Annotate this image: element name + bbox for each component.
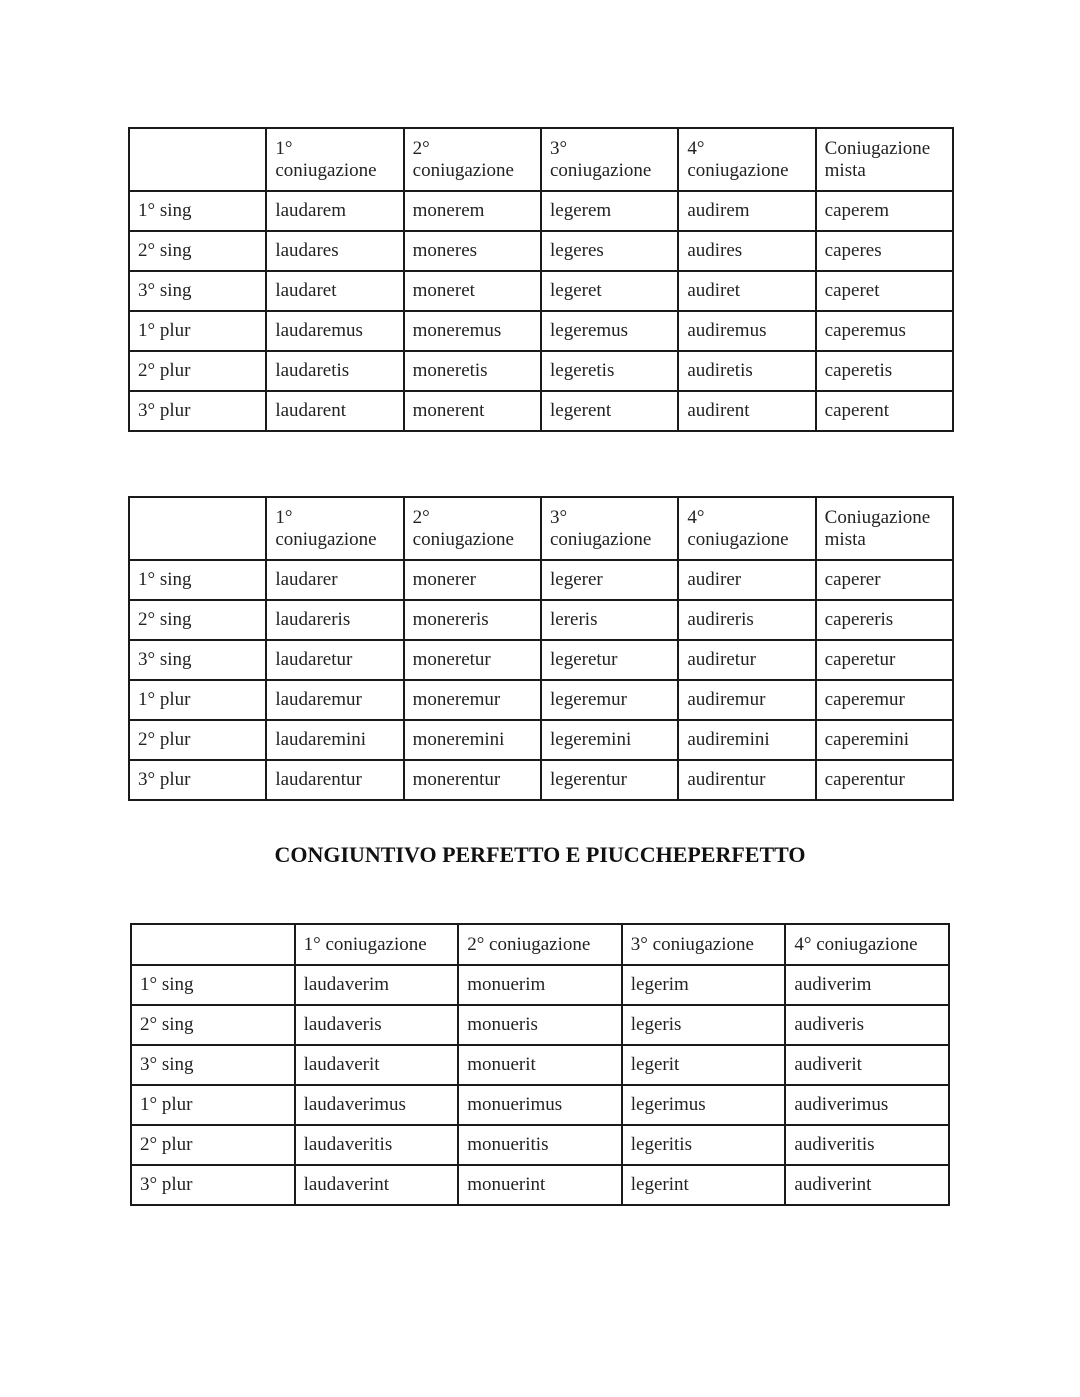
header-cell: 3° coniugazione: [622, 924, 786, 965]
table-cell: laudaveris: [295, 1005, 459, 1045]
table-cell: moneremur: [404, 680, 541, 720]
table-cell: legerent: [541, 391, 678, 431]
person-cell: 1° plur: [131, 1085, 295, 1125]
table-cell: legeremus: [541, 311, 678, 351]
table-cell: audiverimus: [785, 1085, 949, 1125]
conjugation-table-passive: [128, 496, 954, 801]
table-cell: caperemus: [816, 311, 953, 351]
table-cell: caperetis: [816, 351, 953, 391]
table-cell: monerentur: [404, 760, 541, 800]
table-cell: audiveris: [785, 1005, 949, 1045]
table-cell: lereris: [541, 600, 678, 640]
table-row: [131, 1005, 949, 1045]
header-cell-empty: [131, 924, 295, 965]
header-cell: Coniugazione mista: [816, 128, 953, 191]
table-cell: audiretis: [678, 351, 815, 391]
table-row: [129, 391, 953, 431]
table-cell: caperet: [816, 271, 953, 311]
table-cell: laudaretis: [266, 351, 403, 391]
header-cell: 1° coniugazione: [266, 128, 403, 191]
header-cell: 1° coniugazione: [266, 497, 403, 560]
person-cell: 2° plur: [129, 351, 266, 391]
table-cell: monerent: [404, 391, 541, 431]
table-cell: laudaremini: [266, 720, 403, 760]
table-row: [131, 1165, 949, 1205]
table-cell: caperetur: [816, 640, 953, 680]
conjugation-table-perfect: [130, 923, 950, 1206]
table-cell: audiremus: [678, 311, 815, 351]
table-cell: legeretur: [541, 640, 678, 680]
table-cell: audirentur: [678, 760, 815, 800]
header-cell: 2° coniugazione: [404, 128, 541, 191]
table-row: [129, 680, 953, 720]
header-cell: 3° coniugazione: [541, 497, 678, 560]
table-cell: laudaverimus: [295, 1085, 459, 1125]
header-cell: 1° coniugazione: [295, 924, 459, 965]
table-cell: caperemini: [816, 720, 953, 760]
person-cell: 1° sing: [129, 560, 266, 600]
table-cell: caperer: [816, 560, 953, 600]
table-cell: moneret: [404, 271, 541, 311]
table-cell: monueris: [458, 1005, 622, 1045]
table-cell: legerentur: [541, 760, 678, 800]
table-row: [129, 191, 953, 231]
table-header-row: [129, 497, 953, 560]
table-cell: caperem: [816, 191, 953, 231]
table-row: [129, 640, 953, 680]
table-cell: laudaremur: [266, 680, 403, 720]
table-cell: laudares: [266, 231, 403, 271]
table-cell: monuerint: [458, 1165, 622, 1205]
conjugation-table-active: [128, 127, 954, 432]
person-cell: 3° sing: [129, 271, 266, 311]
table-cell: audiret: [678, 271, 815, 311]
table-row: [129, 271, 953, 311]
table-cell: monereris: [404, 600, 541, 640]
table-cell: moneremini: [404, 720, 541, 760]
person-cell: 3° plur: [129, 391, 266, 431]
table-cell: moneres: [404, 231, 541, 271]
table-cell: legerint: [622, 1165, 786, 1205]
table-cell: audirer: [678, 560, 815, 600]
table-cell: laudaremus: [266, 311, 403, 351]
header-cell: 4° coniugazione: [785, 924, 949, 965]
table-cell: audiretur: [678, 640, 815, 680]
table-cell: laudaverim: [295, 965, 459, 1005]
table-cell: laudareris: [266, 600, 403, 640]
person-cell: 2° sing: [131, 1005, 295, 1045]
table-row: [129, 760, 953, 800]
table-cell: laudaveritis: [295, 1125, 459, 1165]
table-cell: laudarer: [266, 560, 403, 600]
table-cell: monerer: [404, 560, 541, 600]
table-row: [131, 965, 949, 1005]
table-row: [129, 600, 953, 640]
table-cell: legerem: [541, 191, 678, 231]
table-cell: laudarentur: [266, 760, 403, 800]
table-cell: capereris: [816, 600, 953, 640]
table-cell: audirem: [678, 191, 815, 231]
table-row: [129, 351, 953, 391]
table-header-row: [131, 924, 949, 965]
table-cell: legerim: [622, 965, 786, 1005]
table-cell: legerimus: [622, 1085, 786, 1125]
table-cell: audiremini: [678, 720, 815, 760]
table-cell: caperentur: [816, 760, 953, 800]
table-cell: audirent: [678, 391, 815, 431]
person-cell: 1° plur: [129, 680, 266, 720]
table-row: [129, 720, 953, 760]
header-cell: 4° coniugazione: [678, 128, 815, 191]
table-cell: laudaret: [266, 271, 403, 311]
table-cell: audiveritis: [785, 1125, 949, 1165]
table-header-row: [129, 128, 953, 191]
person-cell: 1° sing: [131, 965, 295, 1005]
person-cell: 3° plur: [131, 1165, 295, 1205]
table-row: [129, 560, 953, 600]
table-cell: caperes: [816, 231, 953, 271]
table-cell: moneretur: [404, 640, 541, 680]
table-row: [129, 231, 953, 271]
table-cell: laudarem: [266, 191, 403, 231]
table-cell: moneremus: [404, 311, 541, 351]
person-cell: 2° plur: [129, 720, 266, 760]
table-cell: legeret: [541, 271, 678, 311]
table-cell: laudarent: [266, 391, 403, 431]
table-cell: legeris: [622, 1005, 786, 1045]
table-cell: audires: [678, 231, 815, 271]
table-cell: monerem: [404, 191, 541, 231]
table-cell: laudaverit: [295, 1045, 459, 1085]
table-cell: legeritis: [622, 1125, 786, 1165]
table-cell: audireris: [678, 600, 815, 640]
person-cell: 2° sing: [129, 231, 266, 271]
table-cell: audiverim: [785, 965, 949, 1005]
table-cell: legerer: [541, 560, 678, 600]
table-cell: caperent: [816, 391, 953, 431]
header-cell: Coniugazione mista: [816, 497, 953, 560]
table-cell: legeres: [541, 231, 678, 271]
person-cell: 3° sing: [131, 1045, 295, 1085]
table-row: [131, 1125, 949, 1165]
header-cell: 3° coniugazione: [541, 128, 678, 191]
person-cell: 3° plur: [129, 760, 266, 800]
header-cell-empty: [129, 497, 266, 560]
person-cell: 3° sing: [129, 640, 266, 680]
table-cell: legeretis: [541, 351, 678, 391]
person-cell: 1° plur: [129, 311, 266, 351]
header-cell: 2° coniugazione: [458, 924, 622, 965]
table-cell: monueritis: [458, 1125, 622, 1165]
table-row: [129, 311, 953, 351]
table-cell: audiverit: [785, 1045, 949, 1085]
table-cell: monuerimus: [458, 1085, 622, 1125]
table-cell: caperemur: [816, 680, 953, 720]
person-cell: 1° sing: [129, 191, 266, 231]
table-cell: monuerim: [458, 965, 622, 1005]
header-cell: 2° coniugazione: [404, 497, 541, 560]
person-cell: 2° plur: [131, 1125, 295, 1165]
table-cell: audiremur: [678, 680, 815, 720]
header-cell-empty: [129, 128, 266, 191]
section-title: CONGIUNTIVO PERFETTO E PIUCCHEPERFETTO: [274, 842, 806, 867]
table-cell: legeremur: [541, 680, 678, 720]
table-cell: legerit: [622, 1045, 786, 1085]
table-cell: monuerit: [458, 1045, 622, 1085]
table-row: [131, 1085, 949, 1125]
table-cell: laudaretur: [266, 640, 403, 680]
table-cell: audiverint: [785, 1165, 949, 1205]
table-row: [131, 1045, 949, 1085]
table-cell: moneretis: [404, 351, 541, 391]
person-cell: 2° sing: [129, 600, 266, 640]
header-cell: 4° coniugazione: [678, 497, 815, 560]
table-cell: legeremini: [541, 720, 678, 760]
table-cell: laudaverint: [295, 1165, 459, 1205]
